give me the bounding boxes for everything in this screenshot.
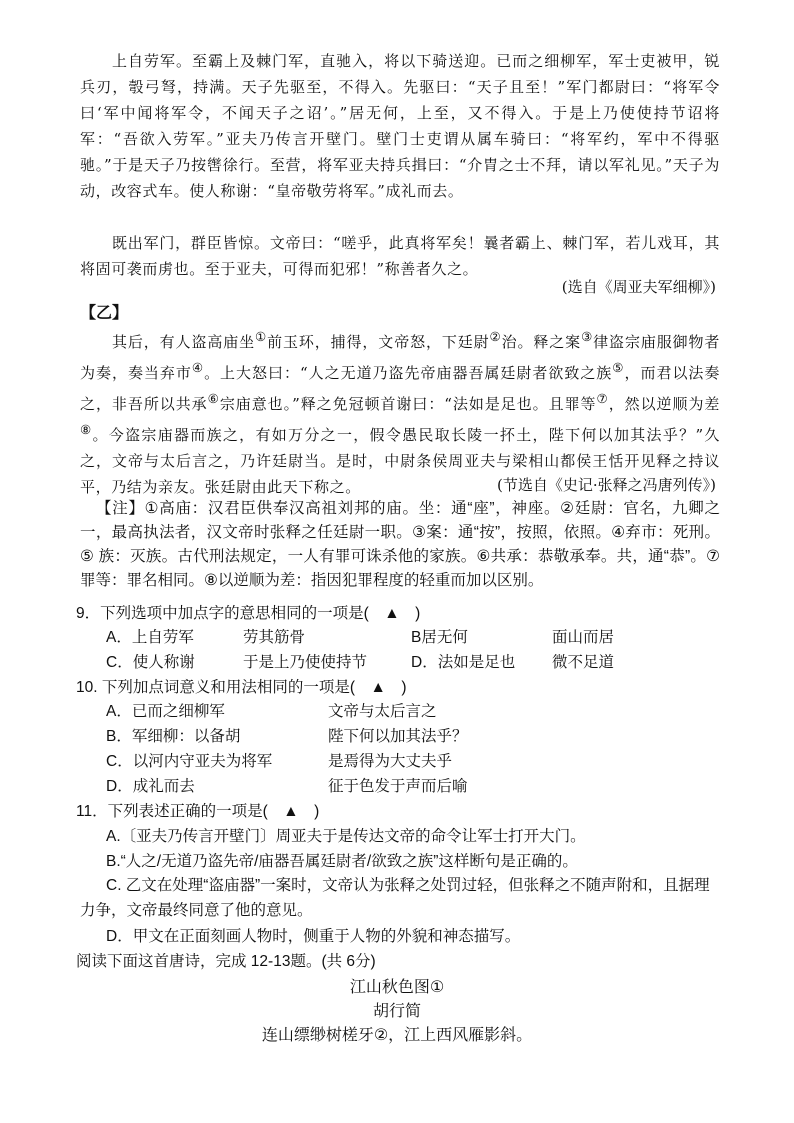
q11-option-a: A.〔亚夫乃传言开壁门〕周亚夫于是传达文帝的命令让军士打开大门。 — [106, 828, 586, 845]
yi-text: 律盗宗庙服御物者为奏，奏当弃市 — [80, 333, 720, 382]
poem-author: 胡行简 — [372, 1003, 421, 1020]
q10-option-d: D．成礼而去 — [106, 778, 195, 795]
q9-option-b: B居无何 — [411, 629, 468, 646]
yi-heading: 【乙】 — [80, 303, 129, 322]
jia-source: (选自《周亚夫军细柳》) — [561, 278, 716, 296]
poem-line-1: 连山缥缈树槎牙②，江上西风雁影斜。 — [261, 1027, 533, 1044]
jia-paragraph-1: 上自劳军。至霸上及棘门军，直驰入，将以下骑送迎。已而之细柳军，军士吏被甲，锐兵刃，彀弓弩，持满。天子先驱至，不得入。先驱曰：“天子且至！”军门都尉曰：“将军令曰‘军中闻将军令，不闻天子之诏’。”居无何，上至，又不得入。于是上乃使使持节诏将军：“吾欲入劳军。”亚夫乃传言开壁门。壁门士吏谓从属车骑曰：“将军约，军中不得驱驰。”于是天子乃按辔徐行。至营，将军亚夫持兵揖曰：“介胄之士不拜，请以军礼见。”天子为动，改容式车。使人称谢：“皇帝敬劳将军。”成礼而去。 — [80, 52, 720, 200]
footnote-marker: ⑦ — [596, 391, 609, 406]
q10-option-a-compare: 文帝与太后言之 — [328, 703, 437, 720]
yi-text: 宗庙意也。”释之免冠顿首谢曰：“法如是足也。且罪等 — [219, 395, 597, 413]
q9-option-c-compare: 于是上乃使使持节 — [243, 654, 368, 671]
q9-option-b-compare: 面山而居 — [552, 629, 615, 646]
footnote-marker: ① — [255, 329, 268, 344]
yi-source: (节选自《史记·张释之冯唐列传》) — [497, 476, 716, 494]
q10-option-c: C．以河内守亚夫为将军 — [106, 753, 273, 770]
q9-option-d-compare: 微不足道 — [552, 654, 615, 671]
footnotes: 【注】①高庙：汉君臣供奉汉高祖刘邦的庙。坐：通“座”，神座。②廷尉：官名，九卿之一，最高执法者，汉文帝时张释之任廷尉一职。③案：通“按”，按照，依照。④弃市：死刑。⑤ 族：灭族。古代刑法规定，一人有罪可诛杀他的家族。⑥共承：恭敬承奉。共，通“恭”。⑦罪等：罪名相同。⑧以逆顺为差：指因犯罪程度的轻重而加以区别。 — [80, 500, 720, 589]
footnote-marker: ② — [489, 329, 502, 344]
q11-option-b: B.“人之/无道乃盗先帝/庙器吾属廷尉者/欲致之族”这样断句是正确的。 — [106, 853, 578, 870]
yi-text: ，然以逆顺为差 — [608, 395, 721, 413]
q11-option-d: D．甲文在正面刻画人物时，侧重于人物的外貌和神态描写。 — [106, 928, 521, 945]
q9-option-c: C．使人称谢 — [106, 654, 195, 671]
q9-option-a-compare: 劳其筋骨 — [243, 629, 306, 646]
yi-text: ，而君以法奏之，非吾所以共承 — [80, 364, 721, 413]
question-10-stem: 10. 下列加点词意义和用法相同的一项是( ▲ ) — [76, 679, 407, 696]
footnote-marker: ⑧ — [80, 422, 93, 437]
q10-option-a: A．已而之细柳军 — [106, 703, 225, 720]
yi-text: 治。释之案 — [501, 333, 582, 351]
q9-option-a: A．上自劳军 — [106, 629, 194, 646]
q10-option-c-compare: 是焉得为大丈夫乎 — [328, 753, 453, 770]
yi-text: 其后，有人盗高庙坐 — [112, 333, 255, 351]
q10-option-d-compare: 征于色发于声而后喻 — [328, 778, 468, 795]
yi-text: 。上大怒曰：“人之无道乃盗先帝庙器吾属廷尉者欲致之族 — [204, 364, 613, 382]
footnote-marker: ⑥ — [207, 391, 220, 406]
yi-text: 。今盗宗庙器而族之，有如万分之一，假令愚民取长陵一抔土，陛下何以加其法乎？”久之，文帝与太后言之，乃许廷尉当。是时，中尉条侯周亚夫与梁相山都侯王恬开见释之持议平，乃结为亲友。张廷尉由此天下称之。 — [80, 426, 721, 496]
q10-option-b-compare: 陛下何以加其法乎？ — [328, 728, 468, 745]
q9-option-d: D．法如是足也 — [411, 654, 516, 671]
footnote-marker: ③ — [581, 329, 594, 344]
question-11-stem: 11．下列表述正确的一项是( ▲ ) — [76, 803, 320, 820]
poem-title: 江山秋色图① — [349, 979, 445, 996]
footnote-marker: ⑤ — [612, 360, 625, 375]
poem-instruction: 阅读下面这首唐诗，完成 12-13题。(共 6分) — [76, 953, 376, 970]
q10-option-b: B．军细柳：以备胡 — [106, 728, 241, 745]
footnote-marker: ④ — [191, 360, 205, 375]
yi-text: 前玉环，捕得，文帝怒，下廷尉 — [267, 333, 490, 351]
question-9-stem: 9．下列选项中加点字的意思相同的一项是( ▲ ) — [76, 605, 421, 622]
jia-paragraph-2: 既出军门，群臣皆惊。文帝曰：“嗟乎，此真将军矣！曩者霸上、棘门军，若儿戏耳，其将固可袭而虏也。至于亚夫，可得而犯邪！”称善者久之。 — [80, 234, 720, 278]
q11-option-c: C. 乙文在处理“盗庙器”一案时，文帝认为张释之处罚过轻，但张释之不随声附和，且据理力争，文帝最终同意了他的意见。 — [80, 877, 710, 919]
